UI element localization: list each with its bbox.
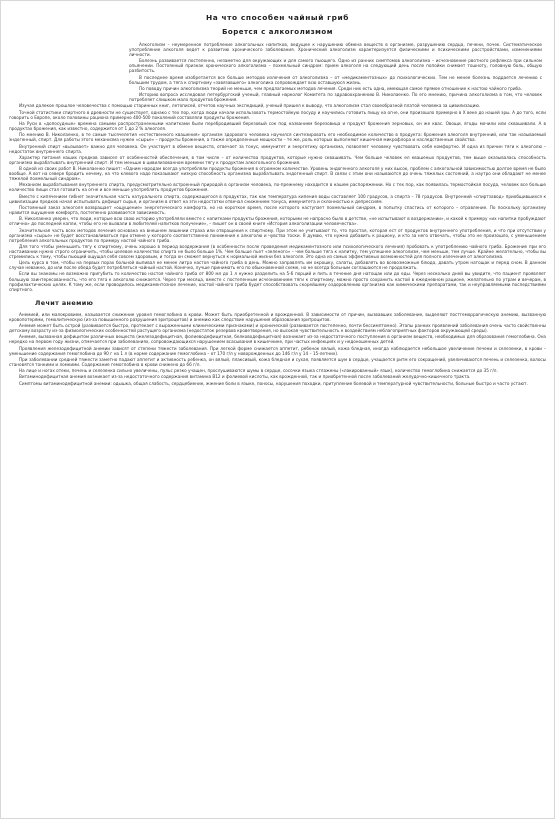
intro-paragraph: Болезнь развивается постепенно, незаметно для окружающих и для самого пьющего. Одно из ранних симптомов алкоголизма – исчезновение рвотного рефлекса при сильном опьянении. Постоянный признак хронического алкоголизма – похмельный синдром: прием алкоголя на следующий день после попойки снимает тошноту, головную боль, общую разбитость. [129, 58, 542, 74]
intro-paragraph: Алкоголизм – неумеренное потребление алкогольных напитков, ведущее к нарушению обмена веществ в организме, разрушению сердца, печени, почек. Систематическое употребление алкоголя ведет к развитию хронического заболевания. Хронический алкоголизм характеризуется физическими и психическими расстройствами, изменениями личности. [129, 42, 542, 58]
section-paragraph: Анемия может быть острой (развивается быстро, протекает с выраженными клиническими признаками) и хронической (развивается постепенно, почти бессимптомно). Этапы ранних проявлений заболевания очень часто свойственны детскому возрасту из-за физиологических особенностей растущего организма (недостаток резервов кроветворения, но высокая чувствительность к воздействиям неблагоприятных факторов окружающей среды). [9, 322, 546, 333]
section-title: Лечит анемию [35, 298, 94, 307]
body-paragraph: На Руси в «допосудные» времена самыми распространенными напитками были перебродивший березовый сок под названием березовица и продукт брожения зерновых, он же квас. Овощи, ягоды мочили или сквашивали. А в продуктах брожения, как известно, содержится от 1 до 2 % алкоголя. [9, 120, 546, 132]
body-paragraph: В. Николаенко уверен, что люди, которые всю свою историю употребляли вместе с напитками продукты брожения, которыми не напрасно было в детстве, «не испытывают в воздержании», и какой к примеру «их напитки пробуждают отлично» до последней капли, чтобы его не вызвали в любителей напитков получение», – пишет он в своей книге «История алкоголизации человечества». [9, 216, 546, 227]
intro-block [129, 42, 542, 102]
section-paragraph: Проявления железодефицитной анемии зависят от степени тяжести заболевания. При легкой форме снижается аппетит, ребенок вялый, кожа бледная, иногда наблюдается небольшое увеличение печени и селезенки, в крови – уменьшение содержания гемоглобина до 90 г на 1 л (в норме содержание гемоглобина – от 170 г/л у новорожденных до 146 г/л у 14 – 15-летних). [9, 345, 546, 356]
section-paragraph: Анемией, или малокровием, называется снижение уровня гемоглобина в крови. Может быть приобретенной и врожденной. В зависимости от причин, вызвавших заболевание, выделяют постгеморрагическую анемию, вызванную кровопотерями, гемолитическую (из-за повышенного разрушения эритроцитов) и анемию как следствие нарушения образования эритроцитов. [9, 311, 546, 322]
body-paragraph: В одной из своих работ В. Николаенко пишет: «Одним народам всегда употребляли продукты брожения в огромном количестве. Уровень эндогенного алкоголя у них высок, проблем с алкогольной зависимостью долгое время не было вообще. А вот на севере бродить нечему, на что клевого надо показывают низкую способность организма вырабатывать эндогенный спирт. В связи с этим они называются до очень тяжелых состояний, а наутро они обладают не менее тяжелой похмельный синдром». [9, 166, 546, 182]
body-block [9, 103, 546, 291]
intro-paragraph: По поводу причин алкоголизма теорий не меньше, чем предлагаемых методов лечения. Среди них есть одна, имеющая самое прямое отношение к настою чайного гриба. [139, 85, 523, 91]
body-paragraph: Цель курса в том, чтобы на первых порах больной выпивал не менее литра настоя чайного гриба в день. Можно заправлять им окрошку, салаты, добавлять во всевозможные блюда, давать утром натощак и перед сном. В данном случае неважно, до или после обеда будет потребляться чайный настой. Конечно, лучше принимать его по обыкновенной схеме, но не всегда больным соглашаются не продолжать. [9, 260, 546, 271]
section-paragraph: При заболевании средней тяжести заметно падают аппетит и активность ребенка, он вялый, плаксивый, кожа бледная и сухая, появляется шум в сердце, учащается ритм его сокращений, увеличиваются печень и селезенка, волосы становятся тонкими и ломкими. Содержание гемоглобина в крови снижено до 66 г/л. [9, 356, 546, 367]
body-paragraph: Для того чтобы уменьшить тягу к спиртному, очень хорошо в период воздержания (в особенности после проведения медикаментозного или психологического лечения) пробовать к употреблению чайного гриба. Брожение при его настаивании нужно строго ограничить, чтобы целевое количество спирта не было больше 1%. Чем больше пьет «зеленого» – чем больше тяга к напитку, тем успешнее алкоголизм, чем меньше, тем лучше. Крайне желательно, чтобы вы стремились к тому, чтобы пьющий ощущал себя совсем здоровым, и тогда он сможет вернуться к нормальной жизни без алкоголя. Это одна из самых эффективных возможностей для полного излечения от алкоголизма. [9, 243, 546, 259]
section-paragraph: Симптомы витаминодефицитной анемии: одышка, общая слабость, сердцебиение, жжение боли в языке, поносы, нарушения походки, притупление болевой и температурной чувствительности, больные быстро и часто устают. [19, 380, 528, 386]
body-paragraph: По мнению В. Николаенко, в те самые тысячелетия «естественного квашения» организм здорового человека научился синтезировать его необходимое количество в продукта: брожения алкоголя внутренний, или так называемый эндогенный, спирт. Для работы этого механизма нужен «сырье» – продукты брожения, а также определенные мощности – те же, роль которых выполняют кишечная микрофлора и наследственные свойства. [9, 132, 546, 143]
body-paragraph: Механизм вырабатывания внутреннего спирта, предусмотрительно встроенный природой в организм человека, по-прежнему находится в нашем распоряжении. Но с тех пор, как появилась термостойкая посуда, человек все больше количество пищи стал готовить на огне и все меньше употреблять продуктов брожения. [9, 182, 546, 193]
body-paragraph: Вместе с кипячением гибнет значительная часть натурального спирта, содержащегося в продуктах, так как температура кипения воды составляет 100 градусов, а спирта – 78 градусов. Внутренний «спиртзавод» приобщившихся к цивилизации предков начал испытывать дефицит сырья, и организм в ответ на эти недостатки отвечал снижением тонуса, иммунитета и склонностью к депрессиям. [9, 193, 546, 204]
intro-paragraph: Историю вопроса исследовал петербургский ученый, главный нарколог Комитета по здравоохранению В. Николаенко. По его мнению, причина алкоголизма в том, что человек потребляет слишком мало продуктов брожения. [129, 92, 542, 103]
document-subtitle: Борется с алкоголизмом [222, 28, 333, 36]
body-paragraph: Характер питания наших предков зависел от особенностей обеспечения, в том числе – от количества продуктов, которые нужно сквашивать. Чем больше человек ел квашеных продуктов, тем выше оказывалась способность организма вырабатывать внутренний спирт. И тем меньше в цивилизованном времени тягу к продуктам алкогольного брожения. [9, 154, 546, 165]
section-block [9, 312, 546, 386]
body-paragraph: Точной статистики спиртного в древности не существует, однако с тех пор, когда люди начали использовать термостойкую посуду и научились готовить пищу на огне, они произошло примерно в X веке до нашей эры. А до того, если говорить о Европе, около половины рациона примерно 400-500 поколений составляли продукты брожения. [9, 109, 546, 120]
body-paragraph: Постоянный заказ алкоголя возвращает «ощущение» энергетического комфорта, но на короткое время, после которого наступает похмельный синдром, в попытку спастись от которого – отравление. По поскольку организму нравится ощущение комфорта, постепенно развивается зависимость. [9, 204, 546, 216]
body-paragraph: Значительная часть всех методов лечения основана на внешнем лишении страха или отвращения к спиртному. При этом не учитывают то, что простая, которая ест от продуктов внутреннего употребления, и что при отсутствии у организма «сырье» не будет восстанавливаться при отмене у которого соответственно понижения к алкоголю и чувства тоски. Я думаю, что нужно добавить к рациону, и кто за него отвечать, чтобы это не произошло, с уменьшением потребления алкогольных продуктов по примеру настой чайного гриба. [9, 227, 546, 243]
body-paragraph: Внутренний спирт «вызывает» важно для человека. Он участвует в обмене веществ, отвечает за тонус, иммунитет и энергетику организма, позволяет человеку чувствовать себя комфортно. И одна из причин тяги к алкоголю – недостаток внутреннего спирта. [9, 143, 546, 154]
section-paragraph: На лице и ногах отеки, печень и селезенка сильно увеличены, пульс резко учащен, прослушиваются шумы в сердце, сосочки языка сглажены («лакированный» язык), количество гемоглобина снижается до 35 г/л. [19, 368, 498, 374]
intro-paragraph: В последнее время изобретается все больше методов излечения от алкоголизма – от «медикаментозных» до психологических. Тем не менее болезнь поддается лечению с большим трудом, а тяга к спиртному «завязавшего» алкоголика сопровождает всю оставшуюся жизнь. [129, 74, 542, 85]
section-paragraph: Витаминодефицитная анемия возникает из-за недостаточного содержания витамина В12 и фолиевой кислоты, как врожденной, так и приобретенной после заболеваний желудочно-кишечного тракта. [19, 374, 471, 380]
body-paragraph: Изучая далекое прошлое человечества с помощью старинных книг, летописей, отчетов научных экспедиций, ученый пришел к выводу, что алкоголизм стал своеобразной платой человека за цивилизацию. [19, 103, 481, 109]
section-paragraph: Анемия, вызванная дефицитом различных веществ (железодефицитная, фолиеводефицитная, белководефицитная) возникает из-за недостаточного поступления в организм веществ, необходимых для образования гемоглобина. Она нередко на первом году жизни, отмечается при заболеваниях, сопровождающихся нарушением всасывания в кишечнике, при частых инфекциях и у недоношенных детей. [9, 334, 546, 345]
document-title: На что способен чайный гриб [205, 13, 350, 22]
body-paragraph: Если вы знакомы не возможно пригубить то количество настоя чайного гриба от 800 мл до 1 л нужно разделить на 5-6 порций и пить в течение дня натощак или до еды. Через несколько дней вы увидите, что пациент проявляет большую заинтересованность, что его тяга к алкоголю снижается. Через три месяца, вместе с постепенным исчезновением тяги к спиртному, можно просто сохранить настой в ежедневном рационе, желательно по утрам и вечерам, в профилактических целях. К тому же, если проводилось медикаментозное лечение, настой чайного гриба будет способствовать скорейшему оздоровлению организма как химическими препаратами, так и неуправляемыми последствиями спиртного. [9, 271, 546, 292]
